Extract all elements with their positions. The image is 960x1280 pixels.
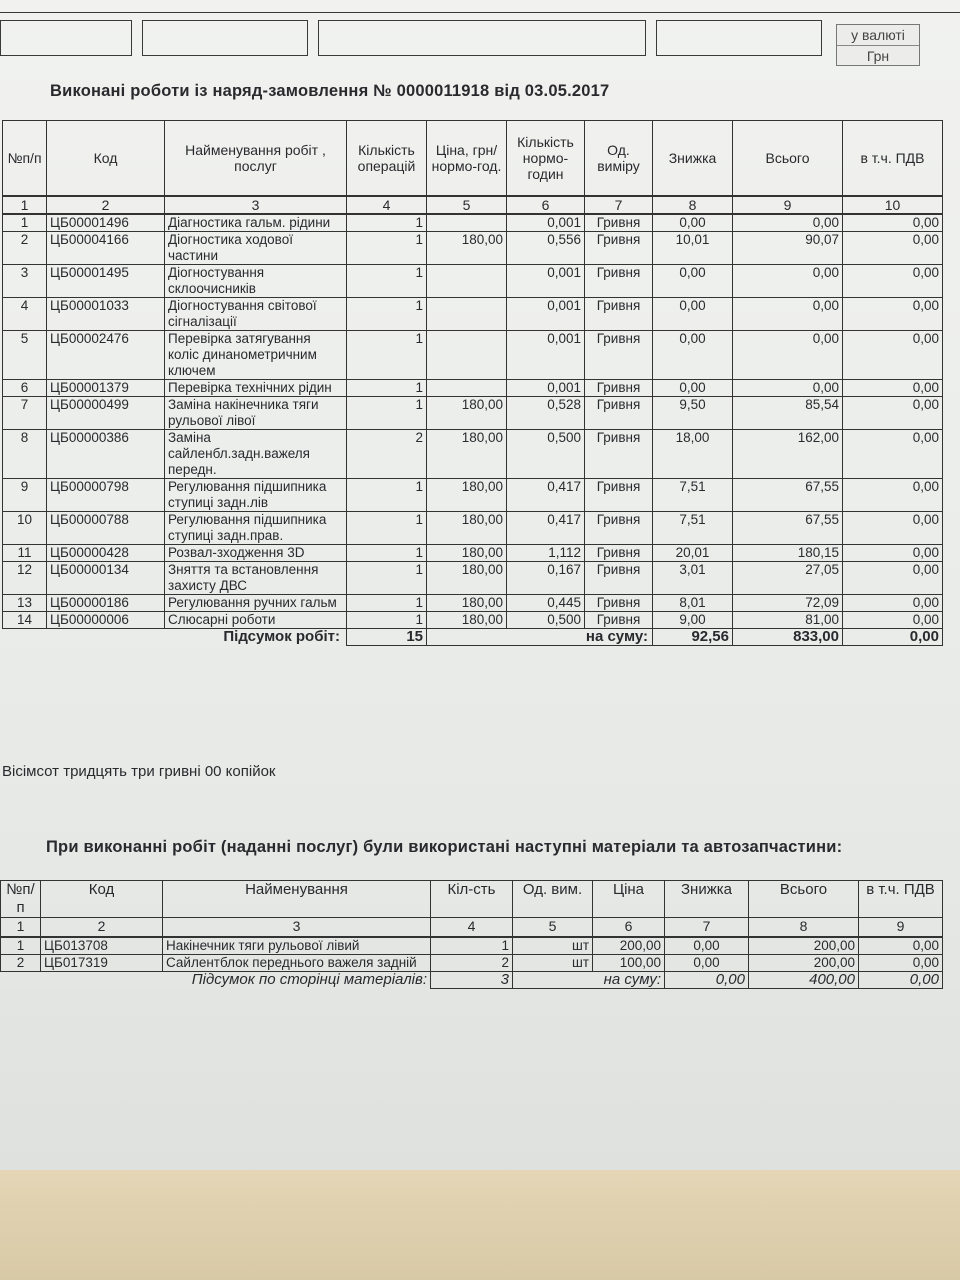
materials-body: [1, 937, 943, 972]
materials-header-row: [1, 881, 943, 918]
cell-discount: 0,00: [653, 380, 733, 397]
col-header: Ціна: [593, 881, 665, 918]
cell-hours: 0,001: [507, 265, 585, 298]
cell-vat: 0,00: [843, 265, 943, 298]
cell-unit: Гривня: [585, 562, 653, 595]
cell-code: ЦБ00000428: [47, 545, 165, 562]
cell-hours: 0,500: [507, 430, 585, 479]
col-header: №п/п: [3, 121, 47, 197]
col-number: 9: [733, 196, 843, 214]
materials-summary-sum-label: на суму:: [603, 971, 661, 988]
works-row: [3, 479, 943, 512]
cell-discount: 8,01: [653, 595, 733, 612]
cell-name: Регулювання ручних гальм: [165, 595, 347, 612]
col-number: 10: [843, 196, 943, 214]
cell-code: ЦБ00000788: [47, 512, 165, 545]
header-field-box: [0, 20, 132, 56]
materials-summary-row: [1, 972, 943, 989]
materials-summary-label: Підсумок по сторінці матеріалів:: [191, 971, 427, 988]
cell-price: 180,00: [427, 595, 507, 612]
works-row: [3, 397, 943, 430]
cell-total: 67,55: [733, 512, 843, 545]
cell-discount: 7,51: [653, 512, 733, 545]
cell-name: Діогностування склоочисників: [165, 265, 347, 298]
cell-total: 0,00: [733, 214, 843, 232]
cell-n: 10: [3, 512, 47, 545]
cell-n: 1: [1, 937, 41, 955]
cell-name: Діогностика ходової частини: [165, 232, 347, 265]
cell-vat: 0,00: [843, 595, 943, 612]
col-number: 8: [749, 918, 859, 938]
cell-n: 7: [3, 397, 47, 430]
cell-price: 200,00: [593, 937, 665, 955]
col-number: 3: [165, 196, 347, 214]
works-title: Виконані роботи із наряд-замовлення № 0000011918 від 03.05.2017: [50, 82, 610, 100]
cell-name: Перевірка технічних рідин: [165, 380, 347, 397]
cell-total: 180,15: [733, 545, 843, 562]
currency-label: у валюті: [851, 27, 905, 43]
col-number: 4: [431, 918, 513, 938]
cell-code: ЦБ00000134: [47, 562, 165, 595]
cell-price: 180,00: [427, 430, 507, 479]
col-number: 9: [859, 918, 943, 938]
cell-qty: 1: [347, 298, 427, 331]
cell-name: Діагностика гальм. рідини: [165, 214, 347, 232]
cell-name: Сайлентблок переднього важеля задній: [163, 955, 431, 972]
cell-name: Діогностування світової сігналізації: [165, 298, 347, 331]
col-number: 7: [585, 196, 653, 214]
cell-total: 90,07: [733, 232, 843, 265]
cell-price: 180,00: [427, 612, 507, 629]
col-header: Кількість операцій: [347, 121, 427, 197]
cell-qty: 1: [347, 214, 427, 232]
cell-discount: 0,00: [653, 298, 733, 331]
col-header: Кількість нормо-годин: [507, 121, 585, 197]
cell-vat: 0,00: [843, 612, 943, 629]
cell-price: 100,00: [593, 955, 665, 972]
cell-vat: 0,00: [843, 430, 943, 479]
col-number: 2: [47, 196, 165, 214]
cell-qty: 1: [347, 612, 427, 629]
cell-vat: 0,00: [843, 562, 943, 595]
cell-hours: 0,556: [507, 232, 585, 265]
cell-n: 2: [1, 955, 41, 972]
col-number: 5: [513, 918, 593, 938]
cell-discount: 0,00: [653, 265, 733, 298]
col-number: 6: [507, 196, 585, 214]
works-header-row: [3, 121, 943, 197]
cell-code: ЦБ00000499: [47, 397, 165, 430]
cell-n: 9: [3, 479, 47, 512]
cell-n: 8: [3, 430, 47, 479]
works-summary-total: 833,00: [733, 629, 843, 646]
cell-code: ЦБ00001496: [47, 214, 165, 232]
col-header: Найменування робіт , послуг: [165, 121, 347, 197]
cell-price: 180,00: [427, 562, 507, 595]
cell-qty: 1: [347, 595, 427, 612]
cell-code: ЦБ00000386: [47, 430, 165, 479]
materials-row: [1, 955, 943, 972]
col-header: Од. виміру: [585, 121, 653, 197]
col-header: Ціна, грн/нормо-год.: [427, 121, 507, 197]
col-number: 2: [41, 918, 163, 938]
cell-n: 1: [3, 214, 47, 232]
cell-unit: Гривня: [585, 265, 653, 298]
cell-discount: 18,00: [653, 430, 733, 479]
cell-code: ЦБ00001033: [47, 298, 165, 331]
col-number: 1: [3, 196, 47, 214]
cell-n: 12: [3, 562, 47, 595]
cell-total: 72,09: [733, 595, 843, 612]
cell-code: ЦБ00001379: [47, 380, 165, 397]
works-summary-qty: 15: [347, 629, 427, 646]
works-summary-vat: 0,00: [843, 629, 943, 646]
cell-hours: 1,112: [507, 545, 585, 562]
cell-total: 200,00: [749, 955, 859, 972]
cell-vat: 0,00: [843, 214, 943, 232]
works-row: [3, 232, 943, 265]
cell-vat: 0,00: [843, 512, 943, 545]
materials-summary-total: 400,00: [749, 972, 859, 989]
cell-discount: 0,00: [665, 955, 749, 972]
cell-total: 81,00: [733, 612, 843, 629]
cell-price: [427, 298, 507, 331]
works-row: [3, 430, 943, 479]
cell-hours: 0,001: [507, 214, 585, 232]
col-header: Всього: [733, 121, 843, 197]
works-row: [3, 562, 943, 595]
cell-unit: Гривня: [585, 595, 653, 612]
cell-price: [427, 265, 507, 298]
cell-code: ЦБ00001495: [47, 265, 165, 298]
cell-unit: Гривня: [585, 232, 653, 265]
cell-code: ЦБ017319: [41, 955, 163, 972]
cell-qty: 1: [347, 512, 427, 545]
materials-row: [1, 937, 943, 955]
col-number: 6: [593, 918, 665, 938]
cell-n: 6: [3, 380, 47, 397]
cell-unit: Гривня: [585, 512, 653, 545]
cell-code: ЦБ00004166: [47, 232, 165, 265]
col-number: 5: [427, 196, 507, 214]
cell-name: Заміна накінечника тяги рульової лівої: [165, 397, 347, 430]
works-row: [3, 512, 943, 545]
col-header: Код: [41, 881, 163, 918]
cell-qty: 1: [347, 545, 427, 562]
works-row: [3, 331, 943, 380]
desk-surface: [0, 1170, 960, 1280]
cell-total: 27,05: [733, 562, 843, 595]
col-header: Найменування: [163, 881, 431, 918]
cell-unit: Гривня: [585, 545, 653, 562]
cell-qty: 1: [431, 937, 513, 955]
cell-vat: 0,00: [843, 545, 943, 562]
works-summary-discount: 92,56: [653, 629, 733, 646]
cell-code: ЦБ00000006: [47, 612, 165, 629]
cell-hours: 0,417: [507, 479, 585, 512]
cell-n: 4: [3, 298, 47, 331]
col-number: 8: [653, 196, 733, 214]
cell-total: 85,54: [733, 397, 843, 430]
cell-vat: 0,00: [843, 232, 943, 265]
cell-total: 67,55: [733, 479, 843, 512]
cell-discount: 20,01: [653, 545, 733, 562]
cell-vat: 0,00: [843, 298, 943, 331]
cell-price: [427, 380, 507, 397]
cell-vat: 0,00: [859, 937, 943, 955]
cell-hours: 0,417: [507, 512, 585, 545]
cell-discount: 9,00: [653, 612, 733, 629]
materials-title: При виконанні робіт (наданні послуг) були використані наступні матеріали та автозапчастини:: [46, 838, 843, 856]
cell-n: 5: [3, 331, 47, 380]
cell-qty: 2: [347, 430, 427, 479]
cell-n: 2: [3, 232, 47, 265]
cell-total: 0,00: [733, 331, 843, 380]
works-row: [3, 612, 943, 629]
cell-discount: 7,51: [653, 479, 733, 512]
cell-discount: 10,01: [653, 232, 733, 265]
cell-hours: 0,500: [507, 612, 585, 629]
cell-unit: Гривня: [585, 430, 653, 479]
cell-hours: 0,001: [507, 331, 585, 380]
cell-qty: 1: [347, 562, 427, 595]
cell-code: ЦБ00000186: [47, 595, 165, 612]
cell-qty: 1: [347, 331, 427, 380]
cell-unit: шт: [513, 937, 593, 955]
materials-summary-qty: 3: [431, 972, 513, 989]
col-header: Всього: [749, 881, 859, 918]
works-table: [2, 120, 943, 646]
cell-unit: Гривня: [585, 380, 653, 397]
cell-hours: 0,445: [507, 595, 585, 612]
cell-price: [427, 331, 507, 380]
header-field-box: [318, 20, 646, 56]
cell-n: 3: [3, 265, 47, 298]
cell-price: 180,00: [427, 232, 507, 265]
cell-price: 180,00: [427, 512, 507, 545]
cell-hours: 0,001: [507, 298, 585, 331]
cell-name: Зняття та встановлення захисту ДВС: [165, 562, 347, 595]
cell-code: ЦБ00002476: [47, 331, 165, 380]
materials-summary-vat: 0,00: [859, 972, 943, 989]
amount-in-words: Вісімсот тридцять три гривні 00 копійок: [2, 763, 276, 780]
cell-qty: 1: [347, 479, 427, 512]
cell-qty: 1: [347, 265, 427, 298]
col-header: Знижка: [653, 121, 733, 197]
cell-unit: Гривня: [585, 214, 653, 232]
cell-n: 13: [3, 595, 47, 612]
cell-discount: 9,50: [653, 397, 733, 430]
works-row: [3, 380, 943, 397]
works-row: [3, 595, 943, 612]
cell-total: 0,00: [733, 298, 843, 331]
cell-total: 162,00: [733, 430, 843, 479]
cell-unit: Гривня: [585, 479, 653, 512]
cell-total: 0,00: [733, 380, 843, 397]
cell-vat: 0,00: [843, 479, 943, 512]
materials-column-numbers: [1, 918, 943, 938]
cell-vat: 0,00: [843, 380, 943, 397]
cell-unit: шт: [513, 955, 593, 972]
col-number: 1: [1, 918, 41, 938]
cell-name: Регулювання підшипника ступиці задн.прав.: [165, 512, 347, 545]
works-summary-sum-label: на суму:: [585, 628, 648, 645]
col-header: в т.ч. ПДВ: [859, 881, 943, 918]
col-header: Знижка: [665, 881, 749, 918]
cell-vat: 0,00: [859, 955, 943, 972]
cell-unit: Гривня: [585, 298, 653, 331]
cell-name: Слюсарні роботи: [165, 612, 347, 629]
col-number: 4: [347, 196, 427, 214]
header-field-box: [142, 20, 308, 56]
top-border-line: [0, 0, 960, 13]
works-column-numbers: [3, 196, 943, 214]
materials-summary-discount: 0,00: [665, 972, 749, 989]
col-header: Од. вим.: [513, 881, 593, 918]
works-summary-label: Підсумок робіт:: [223, 628, 340, 645]
works-body: [3, 214, 943, 629]
cell-name: Регулювання підшипника ступиці задн.лів: [165, 479, 347, 512]
cell-price: 180,00: [427, 545, 507, 562]
cell-qty: 2: [431, 955, 513, 972]
cell-hours: 0,167: [507, 562, 585, 595]
works-row: [3, 545, 943, 562]
cell-vat: 0,00: [843, 331, 943, 380]
cell-price: 180,00: [427, 397, 507, 430]
currency-box: [836, 24, 920, 66]
cell-code: ЦБ013708: [41, 937, 163, 955]
col-header: №п/п: [1, 881, 41, 918]
cell-hours: 0,528: [507, 397, 585, 430]
col-header: в т.ч. ПДВ: [843, 121, 943, 197]
cell-code: ЦБ00000798: [47, 479, 165, 512]
cell-vat: 0,00: [843, 397, 943, 430]
header-field-box: [656, 20, 822, 56]
cell-discount: 3,01: [653, 562, 733, 595]
cell-name: Накінечник тяги рульової лівий: [163, 937, 431, 955]
cell-price: [427, 214, 507, 232]
cell-price: 180,00: [427, 479, 507, 512]
works-row: [3, 265, 943, 298]
cell-unit: Гривня: [585, 397, 653, 430]
works-row: [3, 214, 943, 232]
cell-total: 200,00: [749, 937, 859, 955]
cell-total: 0,00: [733, 265, 843, 298]
works-row: [3, 298, 943, 331]
cell-qty: 1: [347, 397, 427, 430]
col-header: Код: [47, 121, 165, 197]
cell-qty: 1: [347, 380, 427, 397]
cell-name: Заміна сайленбл.задн.важеля передн.: [165, 430, 347, 479]
cell-n: 11: [3, 545, 47, 562]
cell-discount: 0,00: [653, 214, 733, 232]
cell-unit: Гривня: [585, 612, 653, 629]
cell-unit: Гривня: [585, 331, 653, 380]
cell-n: 14: [3, 612, 47, 629]
col-header: Кіл-сть: [431, 881, 513, 918]
materials-table: [0, 880, 943, 989]
works-summary-row: [3, 629, 943, 646]
currency-value: Грн: [837, 45, 919, 66]
col-number: 3: [163, 918, 431, 938]
col-number: 7: [665, 918, 749, 938]
cell-name: Перевірка затягування коліс динанометричним ключем: [165, 331, 347, 380]
cell-discount: 0,00: [665, 937, 749, 955]
cell-hours: 0,001: [507, 380, 585, 397]
cell-qty: 1: [347, 232, 427, 265]
cell-discount: 0,00: [653, 331, 733, 380]
cell-name: Розвал-зходження 3D: [165, 545, 347, 562]
